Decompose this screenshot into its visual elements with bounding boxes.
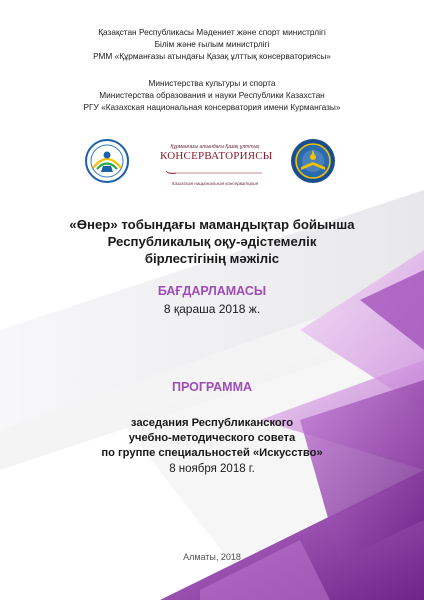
header-ru: [0, 78, 424, 113]
title-kz-line: бірлестігінің мәжіліс: [144, 251, 280, 266]
ministry-science-emblem-icon: [288, 137, 338, 185]
header-kz-line: РММ «Құрманғазы атындағы Қазақ ұлттық консерваториясы»: [93, 50, 331, 61]
logos-row: [0, 136, 424, 186]
title-kz: [0, 216, 424, 267]
subtitle-ru: [0, 416, 424, 460]
header-ru-line: Министерства образования и науки Республики Казахстан: [99, 89, 325, 100]
conservatory-logo-small-top: Құрманғазы атындағы Қазақ ұлттық: [170, 144, 260, 150]
conservatory-logo-icon: [160, 144, 273, 186]
subtitle-ru-line: по группе специальностей «Искусство»: [101, 446, 323, 459]
conservatory-logo-small-bottom: Казахская национальная консерватория: [171, 181, 259, 186]
header-ru-line: РГУ «Казахская национальная консерватория имени Курмангазы»: [83, 101, 341, 112]
subtitle-ru-line: учебно-методического совета: [128, 431, 296, 444]
title-kz-line: «Өнер» тобындағы мамандықтар бойынша: [69, 217, 355, 232]
title-kz-line: Республикалық оқу-әдістемелік: [107, 234, 317, 249]
program-kz: БАҒДАРЛАМАСЫ: [157, 284, 267, 298]
conservatory-logo-main: КОНСЕРВАТОРИЯСЫ: [160, 150, 273, 162]
conservatory-logo-rule: [160, 170, 270, 176]
subtitle-ru-line: заседания Республиканского: [130, 417, 294, 429]
ministry-education-emblem-icon: [83, 138, 131, 184]
date-ru: 8 ноября 2018 г.: [169, 463, 255, 475]
header-kz-line: Білім және ғылым министрлігі: [154, 38, 270, 49]
footer-city-year: Алматы, 2018: [183, 552, 241, 562]
date-kz: 8 қараша 2018 ж.: [163, 302, 261, 316]
program-ru: ПРОГРАММА: [171, 380, 253, 394]
header-kz-line: Қазақстан Республикасы Мәдениет және спорт министрлігі: [98, 27, 326, 37]
header-kz: [0, 27, 424, 62]
header-ru-line: Министерства культуры и спорта: [148, 78, 276, 88]
